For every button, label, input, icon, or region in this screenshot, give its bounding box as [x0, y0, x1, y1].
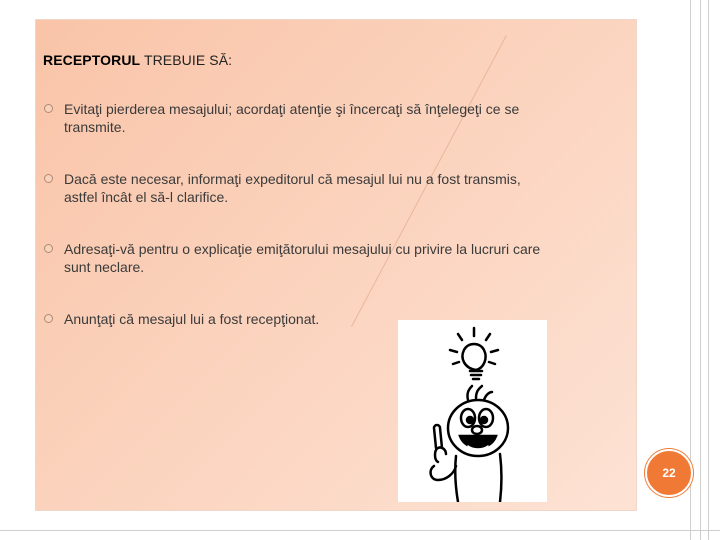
- bullet-line: Adresaţi-vă pentru o explicaţie emiţătorului mesajului cu privire la lucruri care: [64, 241, 541, 257]
- bullet-item: [42, 310, 319, 328]
- bullet-circle-icon: [44, 314, 53, 323]
- bullet-line: sunt neclare.: [64, 259, 145, 275]
- bullet-item: [42, 100, 519, 136]
- idea-lightbulb-icon: [398, 320, 547, 502]
- bullet-item: [42, 240, 540, 276]
- decorative-line: [690, 0, 691, 540]
- title-bold: RECEPTORUL: [43, 52, 141, 68]
- bullet-line: transmite.: [64, 119, 126, 135]
- page-number-badge: 22: [645, 449, 693, 497]
- idea-cartoon-image: [398, 320, 547, 502]
- decorative-line: [708, 0, 709, 540]
- bullet-line: Dacă este necesar, informaţi expeditorul că mesajul lui nu a fost transmis,: [64, 171, 521, 187]
- title-rest: TREBUIE SĂ:: [140, 52, 233, 68]
- bullet-circle-icon: [44, 174, 53, 183]
- bullet-line: astfel încât el să-l clarifice.: [64, 189, 229, 205]
- bullet-circle-icon: [44, 244, 53, 253]
- bullet-item: [42, 170, 521, 206]
- bullet-line: Anunţaţi că mesajul lui a fost recepţionat.: [64, 311, 320, 327]
- bullet-circle-icon: [44, 104, 53, 113]
- slide-title: [43, 52, 232, 68]
- decorative-line: [0, 530, 720, 531]
- bullet-line: Evitaţi pierderea mesajului; acordaţi atenţie şi încercaţi să înţelegeţi ce se: [64, 101, 520, 117]
- decorative-line: [700, 0, 701, 540]
